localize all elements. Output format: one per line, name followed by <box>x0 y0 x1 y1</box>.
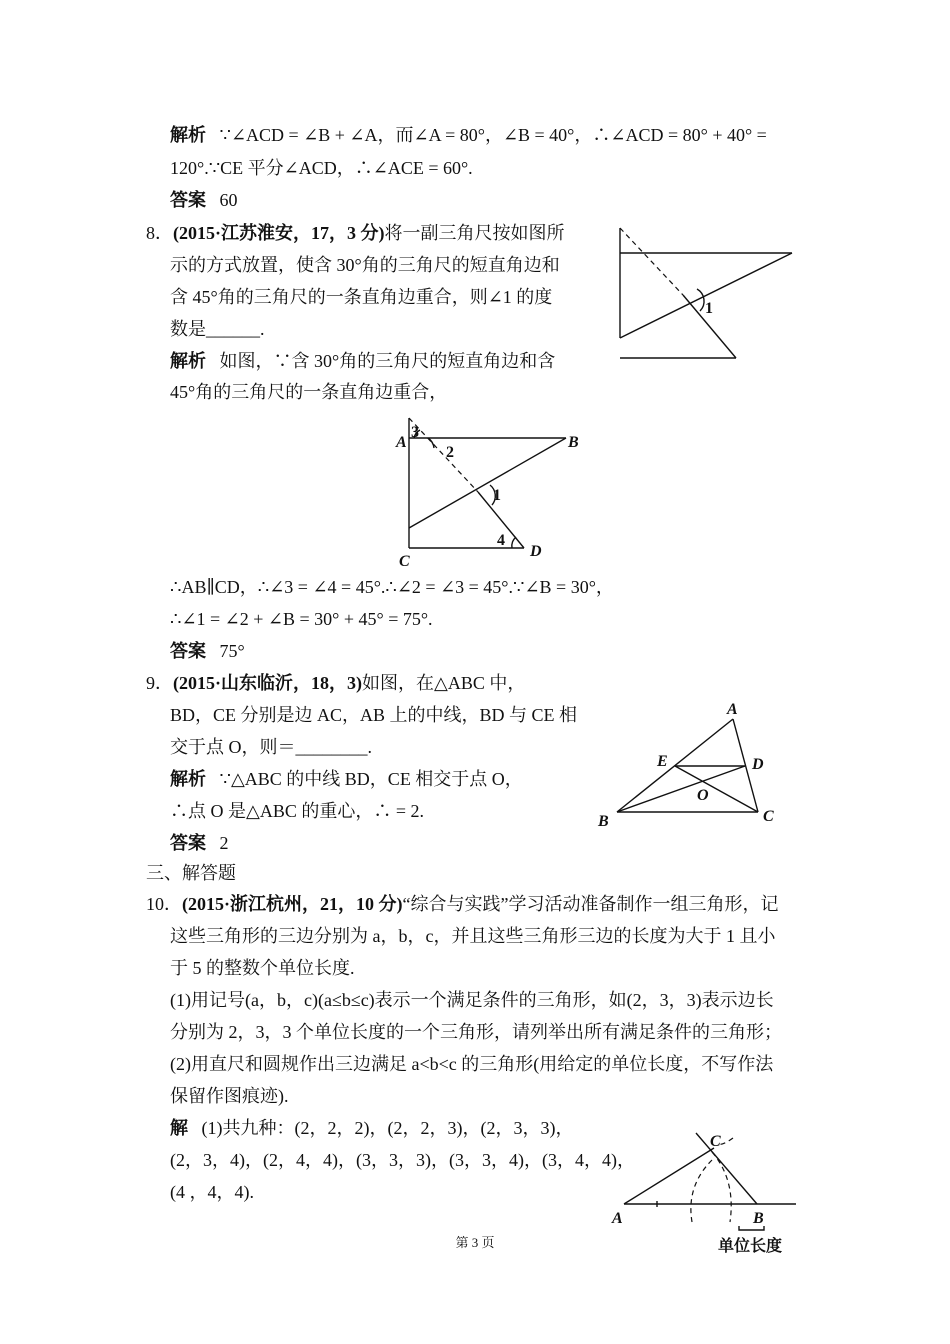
q9-source: (2015·山东临沂，18，3) <box>173 673 362 693</box>
q8-answer-label: 答案 <box>170 641 206 661</box>
q8-stem-line3: 含 45°角的三角尺的一条直角边重合，则∠1 的度 <box>170 287 553 307</box>
page-footer: 第 3 页 <box>455 1235 495 1250</box>
q7-answer-value: 60 <box>219 190 238 210</box>
q10-stem-text1: “综合与实践”学习活动准备制作一组三角形，记 <box>402 894 779 914</box>
q8-fig2-label-C: C <box>399 553 410 570</box>
q8-analysis-line2: 45°角的三角尺的一条直角边重合， <box>170 382 448 402</box>
q8-fig2-label-A: A <box>396 434 407 451</box>
q9-analysis-label: 解析 <box>170 769 206 789</box>
q9-stem-line3: 交于点 O，则＝________. <box>170 737 372 757</box>
q8-fig2-label-3: 3 <box>411 424 419 441</box>
q9-number: 9． <box>146 673 173 693</box>
q9-answer-label: 答案 <box>170 833 206 853</box>
q10-solution-label: 解 <box>170 1118 188 1138</box>
q10-part2-line2: 保留作图痕迹). <box>170 1086 289 1106</box>
q8-analysis-text1: 如图，∵含 30°角的三角尺的短直角边和含 <box>219 351 556 371</box>
q8-answer-value: 75° <box>219 641 245 661</box>
q9-analysis-text1: ∵△ABC 的中线 BD，CE 相交于点 O， <box>219 769 523 789</box>
q9-fig-label-E: E <box>657 753 668 770</box>
q9-fig-label-O: O <box>697 787 709 804</box>
q10-solution-line3: (4 ，4，4). <box>170 1182 254 1202</box>
q10-part1-line2: 分别为 2，3，3 个单位长度的一个三角形，请列举出所有满足条件的三角形； <box>170 1022 782 1042</box>
q10-solution-text1: (1)共九种：(2，2，2)，(2，2，3)，(2，3，3)， <box>201 1118 574 1138</box>
q7-analysis-label: 解析 <box>170 125 206 145</box>
q9-analysis-line2: ∴点 O 是△ABC 的重心，∴ = 2. <box>170 801 425 821</box>
q8-fig1-angle1-label: 1 <box>705 300 713 317</box>
q9-fig-label-D: D <box>752 756 764 773</box>
q9-fig-label-A: A <box>727 701 738 718</box>
q8-analysis-label: 解析 <box>170 351 206 371</box>
q10-fig-unit-label: 单位长度 <box>718 1238 783 1255</box>
q8-fig2-label-2: 2 <box>446 444 454 461</box>
q9-stem-text1: 如图，在△ABC 中， <box>362 673 526 693</box>
q10-fig-side-AC <box>624 1148 714 1204</box>
q10-stem-line3: 于 5 的整数个单位长度. <box>170 958 355 978</box>
q7-analysis-line2: 120°.∵CE 平分∠ACD，∴∠ACE = 60°. <box>170 158 473 178</box>
q9-stem-line2: BD，CE 分别是边 AC，AB 上的中线，BD 与 CE 相 <box>170 705 578 725</box>
q10-solution-line2: (2，3，4)，(2，4，4)，(3，3，3)，(3，3，4)，(3，4，4)， <box>170 1150 635 1170</box>
q8-source: (2015·江苏淮安，17，3 分) <box>173 223 385 243</box>
q8-stem-line4: 数是______. <box>170 319 265 339</box>
q8-solution-line2: ∴∠1 = ∠2 + ∠B = 30° + 45° = 75°. <box>170 609 433 629</box>
q10-source: (2015·浙江杭州，21，10 分) <box>182 894 403 914</box>
q10-stem-line2: 这些三角形的三边分别为 a，b，c，并且这些三角形三边的长度为大于 1 且小 <box>170 926 776 946</box>
q10-part1-line1: (1)用记号(a，b，c)(a≤b≤c)表示一个满足条件的三角形，如(2，3，3)表示边长 <box>170 990 774 1010</box>
q10-fig-label-C: C <box>710 1133 721 1150</box>
q10-number: 10． <box>146 894 182 914</box>
q10-fig-label-B: B <box>753 1210 764 1227</box>
q10-part2-line1: (2)用直尺和圆规作出三边满足 a<b<c 的三角形(用给定的单位长度，不写作法 <box>170 1054 774 1074</box>
q8-stem-line2: 示的方式放置，使含 30°角的三角尺的短直角边和 <box>170 255 560 275</box>
q9-fig-label-B: B <box>598 813 609 830</box>
q8-fig2-label-1: 1 <box>493 487 501 504</box>
q10-fig-arc-left <box>691 1160 712 1222</box>
q9-answer-value: 2 <box>219 833 229 853</box>
q9-fig-label-C: C <box>763 808 774 825</box>
q8-fig2-label-B: B <box>568 434 579 451</box>
q8-fig2-label-4: 4 <box>497 532 505 549</box>
q8-solution-line1: ∴AB∥CD，∴∠3 = ∠4 = 45°.∴∠2 = ∠3 = 45°.∵∠B = 30°， <box>170 577 614 597</box>
section-3-title: 三、解答题 <box>146 863 236 883</box>
q10-fig-label-A: A <box>612 1210 623 1227</box>
q7-analysis-text1: ∵∠ACD = ∠B + ∠A，而∠A = 80°，∠B = 40°，∴∠ACD = 80° + 40° = <box>219 125 767 145</box>
q8-stem-text1: 将一副三角尺按如图所 <box>384 223 565 243</box>
q8-fig2-label-D: D <box>530 543 542 560</box>
q8-number: 8． <box>146 223 173 243</box>
q7-answer-label: 答案 <box>170 190 206 210</box>
